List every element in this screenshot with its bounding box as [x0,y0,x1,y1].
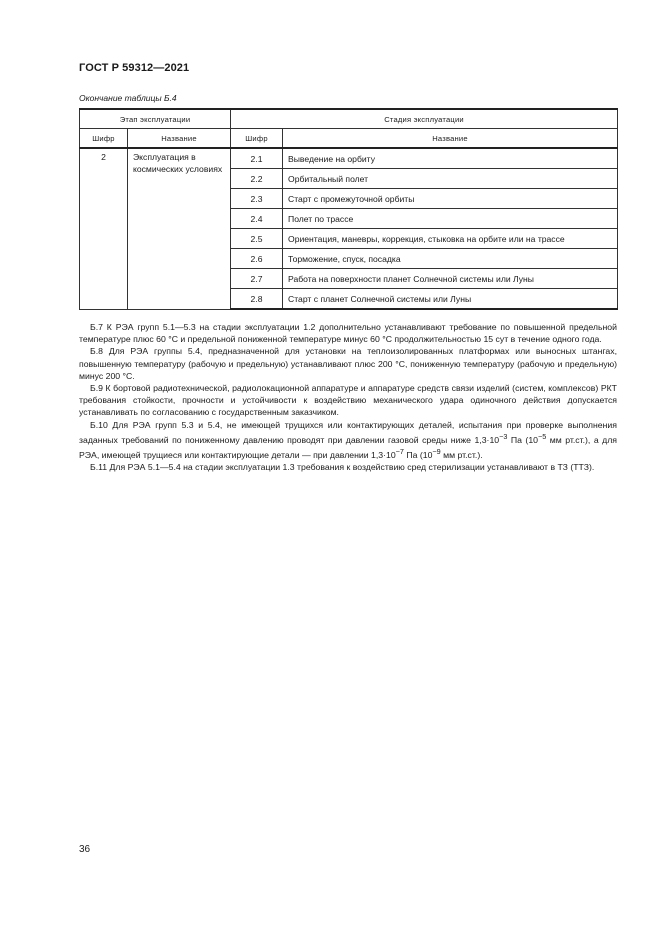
b10-text-3: мм рт.ст.), а для РЭА, имеющей трущиеся или контактирующие детали — при давлении 1,3·10 [79,434,617,460]
paragraph-b9: Б.9 К бортовой радиотехнической, радиолокационной аппаратуре и аппаратуре средств связи изделий (систем, комплексов) РКТ требования стойкости, прочности и устойчивости к воздействию механического удара одиночного действия допускается устанавливать по согласованию с государственным заказчиком. [79,383,617,418]
phase-name-cell: Работа на поверхности планет Солнечной системы или Луны [283,269,618,289]
body-text [79,321,617,473]
exploitation-stages-table [79,108,618,310]
phase-name-cell: Старт с планет Солнечной системы или Луны [283,289,618,310]
group-header-stage: Этап эксплуатации [80,109,231,129]
table-group-header-row [80,109,618,129]
phase-code-cell: 2.5 [231,229,283,249]
table-caption: Окончание таблицы Б.4 [79,93,177,103]
b10-text-1: Б.10 Для РЭА групп 5.3 и 5.4, не имеющей трущихся или контактирующих деталей, испытания при проверке выполнения заданных требований по пониженному давлению проводят при давлении газовой среды ниже 1,3·10 [79,419,617,445]
b10-exp-1: −3 [499,431,508,441]
phase-code-cell: 2.8 [231,289,283,310]
col-header-name-2: Название [283,129,618,149]
phase-name-cell: Ориентация, маневры, коррекция, стыковка на орбите или на трассе [283,229,618,249]
paragraph-b10 [79,419,617,461]
table-row [80,148,618,169]
stage-name-cell: Эксплуатация в космических условиях [128,148,231,309]
phase-code-cell: 2.1 [231,148,283,169]
group-header-phase: Стадия эксплуатации [231,109,618,129]
b10-text-5: мм рт.ст.). [440,449,483,460]
col-header-code-1: Шифр [80,129,128,149]
phase-name-cell: Орбитальный полет [283,169,618,189]
phase-name-cell: Полет по трассе [283,209,618,229]
phase-code-cell: 2.3 [231,189,283,209]
col-header-code-2: Шифр [231,129,283,149]
b10-text-2: Па (10 [507,434,538,445]
b10-text-4: Па (10 [403,449,433,460]
b10-exp-2: −5 [538,431,547,441]
page-number: 36 [79,844,91,855]
b10-exp-3: −7 [395,446,404,456]
phase-code-cell: 2.7 [231,269,283,289]
paragraph-b7: Б.7 К РЭА групп 5.1—5.3 на стадии эксплуатации 1.2 дополнительно устанавливают требование по повышенной предельной температуре плюс 60 °С и предельной пониженной температуре минус 60 °С продолжительностью 15 сут в течение одного года. [79,322,617,345]
paragraph-b8: Б.8 Для РЭА группы 5.4, предназначенной для установки на теплоизолированных платформах или выносных штангах, повышенную температуру (рабочую и предельную) устанавливают плюс 200 °С, пониженную температуру (рабочую и предельную) минус 200 °С. [79,346,617,381]
stage-code-cell: 2 [80,148,128,309]
table-column-header-row [80,129,618,149]
col-header-name-1: Название [128,129,231,149]
document-header-title: ГОСТ Р 59312—2021 [79,62,190,74]
b10-exp-4: −9 [432,446,441,456]
phase-name-cell: Выведение на орбиту [283,148,618,169]
phase-code-cell: 2.2 [231,169,283,189]
paragraph-b11: Б.11 Для РЭА 5.1—5.4 на стадии эксплуатации 1.3 требования к воздействию сред стерилизации устанавливают в ТЗ (ТТЗ). [90,462,595,473]
phase-name-cell: Торможение, спуск, посадка [283,249,618,269]
phase-name-cell: Старт с промежуточной орбиты [283,189,618,209]
phase-code-cell: 2.6 [231,249,283,269]
phase-code-cell: 2.4 [231,209,283,229]
